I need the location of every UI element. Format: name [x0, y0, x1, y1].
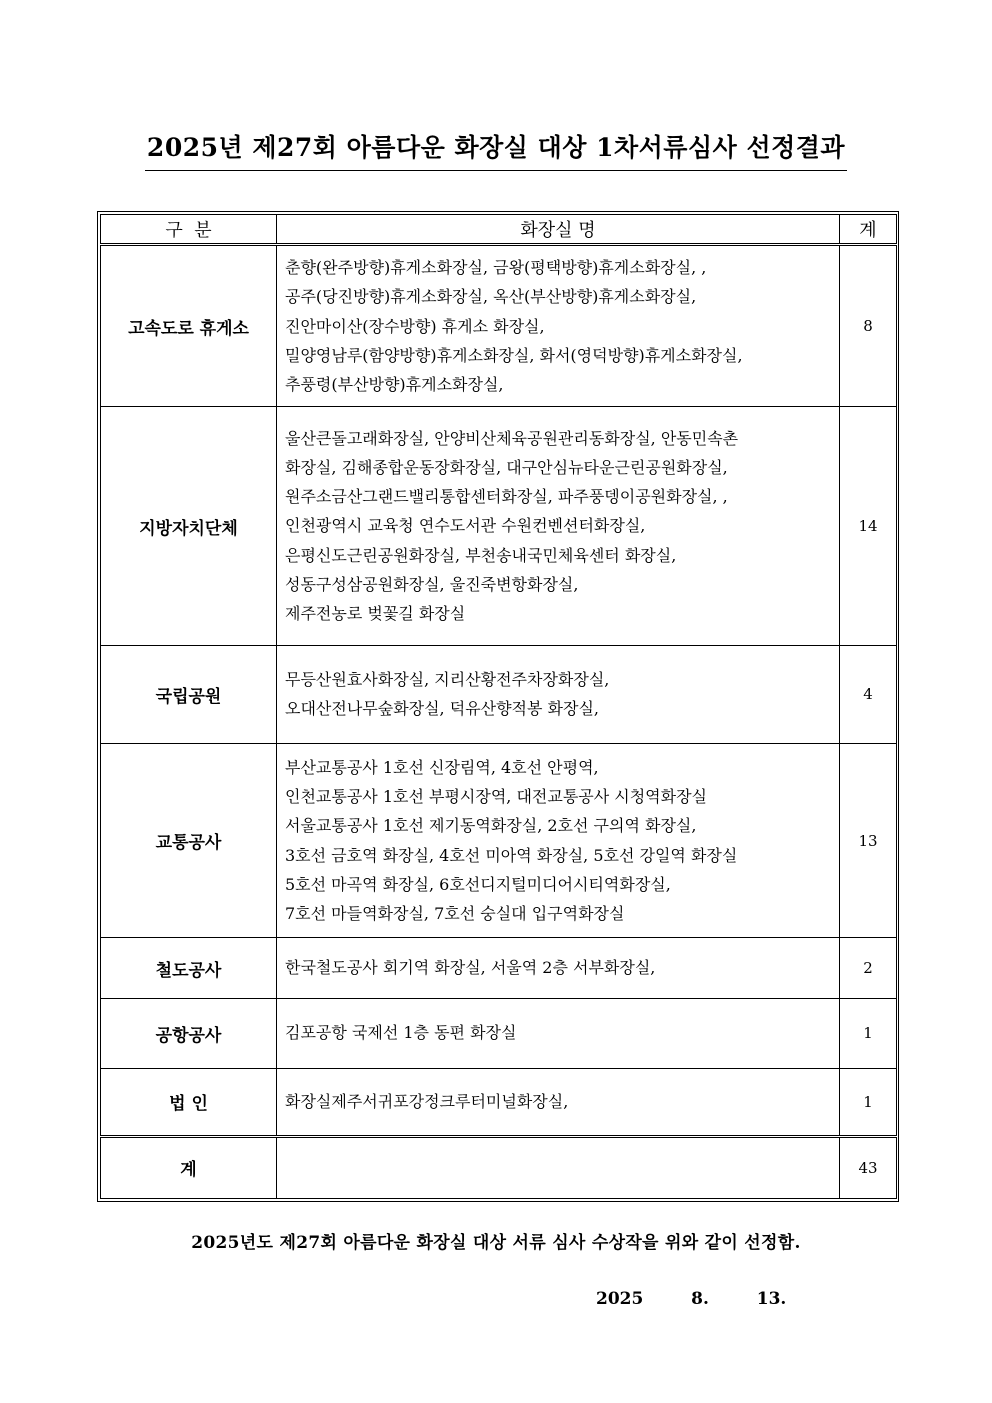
- table-header-row: [101, 215, 897, 245]
- name-line: 울산큰돌고래화장실, 안양비산체육공원관리동화장실, 안동민속촌: [285, 428, 739, 448]
- results-table: [100, 214, 897, 1199]
- document-title-wrap: [0, 128, 992, 171]
- document-date: 2025 8. 13.: [596, 1289, 787, 1309]
- document-title: 2025년 제27회 아름다운 화장실 대상 1차서류심사 선정결과: [145, 128, 847, 171]
- row-count: 8: [840, 245, 897, 407]
- table-row: [101, 938, 897, 998]
- name-line: 추풍령(부산방향)휴게소화장실,: [285, 375, 504, 395]
- row-category: 철도공사: [101, 938, 277, 998]
- row-count: 14: [840, 407, 897, 646]
- name-line: 은평신도근린공원화장실, 부천송내국민체육센터 화장실,: [285, 545, 677, 565]
- total-label: 계: [101, 1136, 277, 1198]
- row-category: 법 인: [101, 1068, 277, 1136]
- name-line: 인천광역시 교육청 연수도서관 수원컨벤션터화장실,: [285, 516, 646, 536]
- table-row: [101, 744, 897, 938]
- name-line: 5호선 마곡역 화장실, 6호선디지털미디어시티역화장실,: [285, 875, 671, 895]
- total-count: 43: [840, 1136, 897, 1198]
- name-line: 무등산원효사화장실, 지리산황전주차장화장실,: [285, 670, 610, 690]
- table-row: [101, 998, 897, 1068]
- name-line: 밀양영남루(함양방향)휴게소화장실, 화서(영덕방향)휴게소화장실,: [285, 345, 743, 365]
- row-category: 고속도로 휴게소: [101, 245, 277, 407]
- name-line: 서울교통공사 1호선 제기동역화장실, 2호선 구의역 화장실,: [285, 816, 697, 836]
- selection-statement: 2025년도 제27회 아름다운 화장실 대상 서류 심사 수상작을 위와 같이 선정함.: [191, 1233, 801, 1253]
- total-names: [277, 1136, 840, 1198]
- row-category: 공항공사: [101, 998, 277, 1068]
- row-count: 4: [840, 645, 897, 743]
- name-line: 3호선 금호역 화장실, 4호선 미아역 화장실, 5호선 강일역 화장실: [285, 845, 738, 865]
- row-names: [277, 1068, 840, 1136]
- name-line: 화장실제주서귀포강정크루터미널화장실,: [285, 1092, 569, 1112]
- row-count: 1: [840, 1068, 897, 1136]
- table-row: [101, 1068, 897, 1136]
- name-line: 춘향(완주방향)휴게소화장실, 금왕(평택방향)휴게소화장실, ,: [285, 257, 707, 277]
- name-line: 원주소금산그랜드밸리통합센터화장실, 파주풍뎅이공원화장실, ,: [285, 487, 728, 507]
- name-line: 오대산전나무숲화장실, 덕유산향적봉 화장실,: [285, 699, 600, 719]
- row-names: [277, 645, 840, 743]
- name-line: 화장실, 김해종합운동장화장실, 대구안심뉴타운근린공원화장실,: [285, 457, 728, 477]
- row-names: [277, 744, 840, 938]
- name-line: 부산교통공사 1호선 신장림역, 4호선 안평역,: [285, 757, 599, 777]
- row-names: [277, 407, 840, 646]
- header-names: 화장실 명: [277, 215, 840, 245]
- name-line: 제주전농로 벚꽃길 화장실: [285, 604, 466, 624]
- row-category: 교통공사: [101, 744, 277, 938]
- row-count: 13: [840, 744, 897, 938]
- name-line: 한국철도공사 회기역 화장실, 서울역 2층 서부화장실,: [285, 958, 656, 978]
- name-line: 인천교통공사 1호선 부평시장역, 대전교통공사 시청역화장실: [285, 787, 708, 807]
- table-row: [101, 645, 897, 743]
- name-line: 공주(당진방향)휴게소화장실, 옥산(부산방향)휴게소화장실,: [285, 287, 697, 307]
- name-line: 7호선 마들역화장실, 7호선 숭실대 입구역화장실: [285, 904, 625, 924]
- row-category: 지방자치단체: [101, 407, 277, 646]
- table-row: [101, 245, 897, 407]
- row-category: 국립공원: [101, 645, 277, 743]
- row-count: 1: [840, 998, 897, 1068]
- name-line: 진안마이산(장수방향) 휴게소 화장실,: [285, 316, 545, 336]
- table-row: [101, 407, 897, 646]
- header-category: 구 분: [101, 215, 277, 245]
- results-table-frame: [97, 211, 899, 1202]
- total-row: [101, 1136, 897, 1198]
- name-line: 김포공항 국제선 1층 동편 화장실: [285, 1023, 517, 1043]
- row-names: [277, 998, 840, 1068]
- row-names: [277, 245, 840, 407]
- name-line: 성동구성삼공원화장실, 울진죽변항화장실,: [285, 575, 579, 595]
- header-count: 계: [840, 215, 897, 245]
- row-count: 2: [840, 938, 897, 998]
- row-names: [277, 938, 840, 998]
